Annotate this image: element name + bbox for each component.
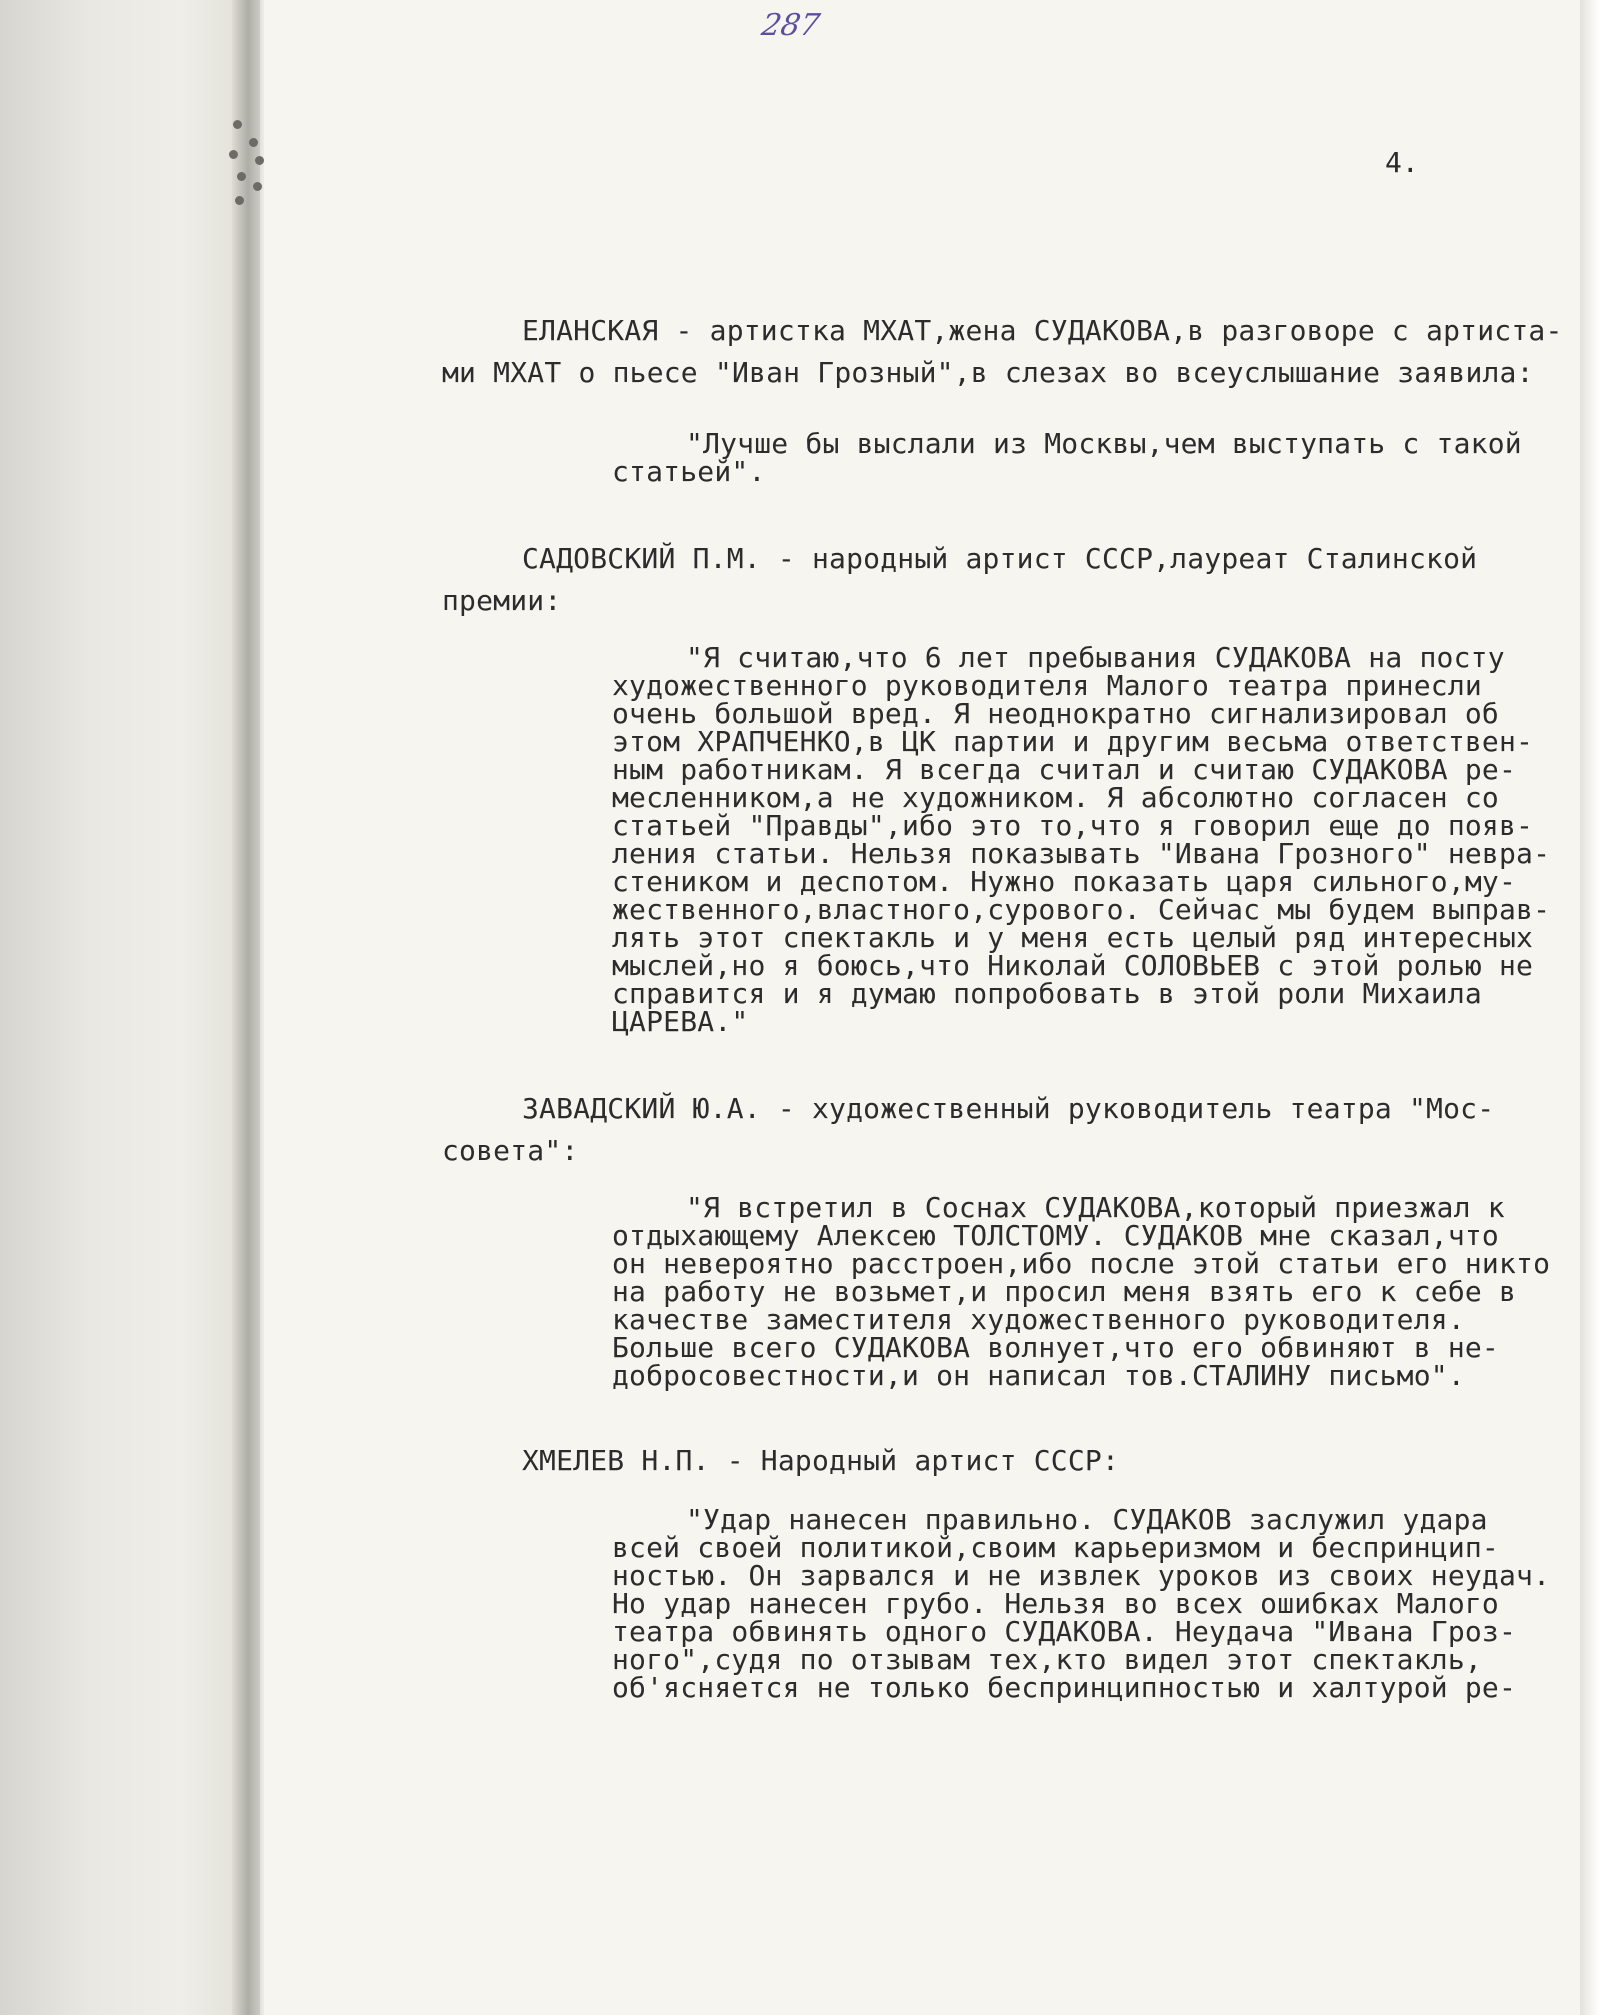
quote-line: ЦАРЕВА." xyxy=(612,1005,749,1038)
quote-line: "Я считаю,что 6 лет пребывания СУДАКОВА на посту xyxy=(686,641,1505,674)
quote-line: ного",судя по отзывам тех,кто видел этот спектакль, xyxy=(612,1643,1482,1676)
quote-sadovsky xyxy=(612,641,1551,1038)
quote-line: жественного,властного,сурового. Сейчас мы будем выправ- xyxy=(612,893,1551,926)
quote-line: лять этот спектакль и у меня есть целый ряд интересных xyxy=(612,921,1534,954)
quote-line: об'ясняется не только беспринципностью и халтурой ре- xyxy=(612,1671,1517,1704)
speaker-line: ХМЕЛЕВ Н.П. - Народный артист СССР: xyxy=(522,1444,1120,1477)
quote-line: отдыхающему Алексею ТОЛСТОМУ. СУДАКОВ мне сказал,что xyxy=(612,1219,1499,1252)
quote-line: он невероятно расстроен,ибо после этой статьи его никто xyxy=(612,1247,1551,1280)
quote-line: качестве заместителя художественного руководителя. xyxy=(612,1303,1465,1336)
quote-line: ным работникам. Я всегда считал и считаю СУДАКОВА ре- xyxy=(612,753,1517,786)
statement-khmelev xyxy=(442,1440,1119,1482)
quote-line: "Удар нанесен правильно. СУДАКОВ заслужил удара xyxy=(686,1503,1488,1536)
statement-sadovsky xyxy=(442,538,1477,622)
quote-line: Но удар нанесен грубо. Нельзя во всех ошибках Малого xyxy=(612,1587,1499,1620)
quote-line: всей своей политикой,своим карьеризмом и беспринцип- xyxy=(612,1531,1499,1564)
speaker-line: совета": xyxy=(442,1134,579,1167)
quote-line: театра обвинять одного СУДАКОВА. Неудача "Ивана Гроз- xyxy=(612,1615,1517,1648)
binding-shadow xyxy=(232,0,264,2015)
quote-zavadsky xyxy=(612,1191,1551,1392)
quote-line: очень большой вред. Я неоднократно сигнализировал об xyxy=(612,697,1499,730)
quote-elanskaya xyxy=(612,427,1522,488)
binding-strip xyxy=(0,0,260,2015)
speaker-line: премии: xyxy=(442,584,562,617)
speaker-line: ми МХАТ о пьесе "Иван Грозный",в слезах во всеуслышание заявила: xyxy=(442,356,1534,389)
quote-line: Больше всего СУДАКОВА волнует,что его обвиняют в не- xyxy=(612,1331,1499,1364)
quote-line: справится и я думаю попробовать в этой роли Михаила xyxy=(612,977,1482,1010)
page-number: 4. xyxy=(1385,146,1419,179)
statement-zavadsky xyxy=(442,1088,1494,1172)
quote-khmelev xyxy=(612,1503,1551,1704)
quote-line: статьей". xyxy=(612,455,766,488)
speaker-line: ЗАВАДСКИЙ Ю.А. - художественный руководитель театра "Мос- xyxy=(522,1092,1495,1125)
quote-line: этом ХРАПЧЕНКО,в ЦК партии и другим весьма ответствен- xyxy=(612,725,1534,758)
quote-line: на работу не возьмет,и просил меня взять его к себе в xyxy=(612,1275,1517,1308)
page-edge xyxy=(1580,0,1600,2015)
quote-line: добросовестности,и он написал тов.СТАЛИНУ письмо". xyxy=(612,1359,1465,1392)
binding-holes xyxy=(225,120,285,210)
quote-line: мыслей,но я боюсь,что Николай СОЛОВЬЕВ с этой ролью не xyxy=(612,949,1534,982)
speaker-line: САДОВСКИЙ П.М. - народный артист СССР,лауреат Сталинской xyxy=(522,542,1478,575)
quote-line: художественного руководителя Малого театра принесли xyxy=(612,669,1482,702)
quote-line: ностью. Он зарвался и не извлек уроков из своих неудач. xyxy=(612,1559,1551,1592)
archive-page-number: 287 xyxy=(758,8,823,43)
quote-line: статьей "Правды",ибо это то,что я говорил еще до появ- xyxy=(612,809,1534,842)
quote-line: "Лучше бы выслали из Москвы,чем выступать с такой xyxy=(686,427,1522,460)
quote-line: ления статьи. Нельзя показывать "Ивана Грозного" невра- xyxy=(612,837,1551,870)
quote-line: стеником и деспотом. Нужно показать царя сильного,му- xyxy=(612,865,1517,898)
statement-elanskaya xyxy=(442,310,1563,394)
quote-line: месленником,а не художником. Я абсолютно согласен со xyxy=(612,781,1499,814)
quote-line: "Я встретил в Соснах СУДАКОВА,который приезжал к xyxy=(686,1191,1505,1224)
speaker-line: ЕЛАНСКАЯ - артистка МХАТ,жена СУДАКОВА,в разговоре с артиста- xyxy=(522,314,1563,347)
